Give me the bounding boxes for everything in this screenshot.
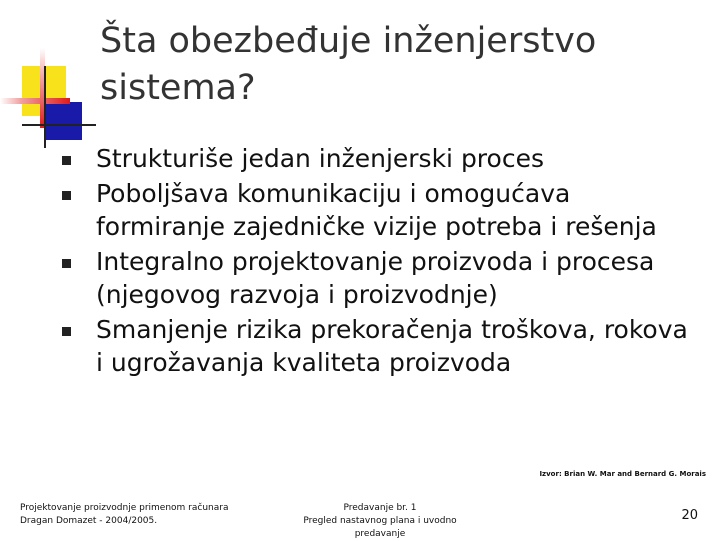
bullet-item: [60, 177, 700, 243]
bullet-item: [60, 313, 700, 379]
bullet-text: Smanjenje rizika prekoračenja troškova, rokova i ugrožavanja kvaliteta proizvoda: [96, 315, 688, 377]
page-number: 20: [681, 508, 698, 523]
bullet-square-icon: [62, 191, 71, 200]
bullet-square-icon: [62, 327, 71, 336]
logo-blue-square: [44, 102, 82, 140]
bullet-text: Integralno projektovanje proizvoda i procesa (njegovog razvoja i proizvodnje): [96, 247, 655, 309]
footer-author: Dragan Domazet - 2004/2005.: [20, 516, 158, 526]
bullet-text: Poboljšava komunikaciju i omogućava formiranje zajedničke vizije potreba i rešenja: [96, 179, 657, 241]
bullet-item: [60, 142, 700, 175]
footer-lecture-title: Pregled nastavnog plana i uvodno predavanje: [303, 516, 457, 539]
bullet-item: [60, 245, 700, 311]
logo-red-horizontal-bar: [0, 98, 70, 104]
footer-lecture-info: [280, 502, 480, 541]
logo-black-vertical-line: [44, 66, 46, 148]
bullet-square-icon: [62, 259, 71, 268]
logo-black-horizontal-line: [22, 124, 96, 126]
bullet-text: Strukturiše jedan inženjerski proces: [96, 144, 544, 173]
decorative-logo: [0, 40, 100, 150]
footer-course-title: Projektovanje proizvodnje primenom računara: [20, 503, 229, 513]
footer-course-info: [20, 502, 228, 528]
source-citation: Izvor: Brian W. Mar and Bernard G. Morais: [539, 470, 706, 478]
footer-lecture-number: Predavanje br. 1: [343, 503, 417, 513]
bullet-list: [60, 142, 700, 381]
slide-title: Šta obezbeđuje inženjerstvo sistema?: [100, 21, 597, 108]
bullet-square-icon: [62, 156, 71, 165]
